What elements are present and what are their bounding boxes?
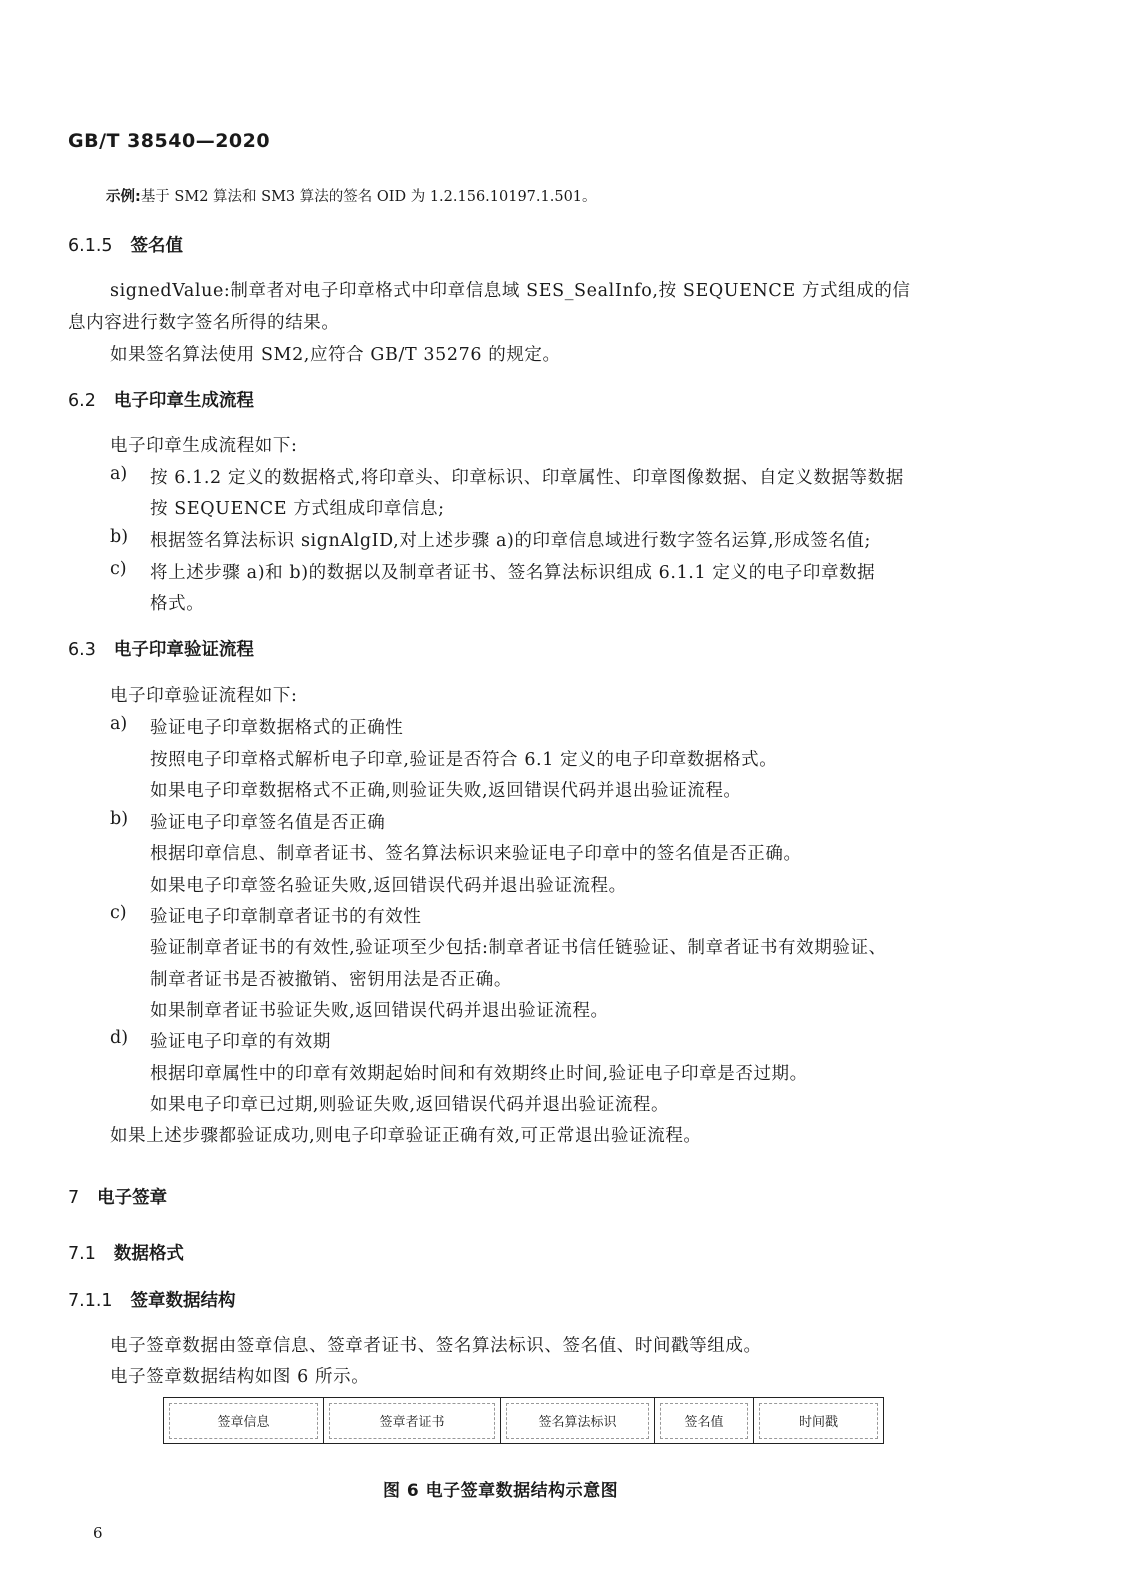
list-text: 按照电子印章格式解析电子印章,验证是否符合 6.1 定义的电子印章数据格式。 xyxy=(150,750,778,770)
heading-title: 电子印章生成流程 xyxy=(113,391,254,411)
paragraph: 息内容进行数字签名所得的结果。 xyxy=(68,313,340,333)
figure-cell xyxy=(655,1398,754,1443)
list-text: 根据签名算法标识 signAlgID,对上述步骤 a)的印章信息域进行数字签名运算,形成签名值; xyxy=(150,531,872,551)
paragraph: 电子签章数据结构如图 6 所示。 xyxy=(110,1367,370,1387)
list-text: 格式。 xyxy=(150,594,205,614)
list-text: 按 SEQUENCE 方式组成印章信息; xyxy=(150,499,445,519)
figure-cell-label: 签章信息 xyxy=(169,1403,318,1439)
list-label: c) xyxy=(110,559,127,579)
list-label: c) xyxy=(110,903,127,923)
example-text: 基于 SM2 算法和 SM3 算法的签名 OID 为 1.2.156.10197.1.501。 xyxy=(140,189,597,205)
figure-cell xyxy=(501,1398,655,1443)
figure-cell xyxy=(164,1398,324,1443)
heading-6-2 xyxy=(68,387,254,412)
list-text: 根据印章属性中的印章有效期起始时间和有效期终止时间,验证电子印章是否过期。 xyxy=(150,1064,808,1084)
paragraph: signedValue:制章者对电子印章格式中印章信息域 SES_SealInfo,按 SEQUENCE 方式组成的信 xyxy=(110,281,911,301)
figure-caption: 图 6 电子签章数据结构示意图 xyxy=(383,1481,619,1501)
list-text: 如果制章者证书验证失败,返回错误代码并退出验证流程。 xyxy=(150,1001,609,1021)
example-label: 示例: xyxy=(106,189,141,205)
figure-cell-label: 时间戳 xyxy=(759,1403,878,1439)
list-title: 验证电子印章的有效期 xyxy=(150,1032,331,1052)
heading-title: 签章数据结构 xyxy=(130,1291,236,1311)
list-title: 验证电子印章制章者证书的有效性 xyxy=(150,907,422,927)
list-text: 制章者证书是否被撤销、密钥用法是否正确。 xyxy=(150,970,512,990)
list-text: 验证制章者证书的有效性,验证项至少包括:制章者证书信任链验证、制章者证书有效期验证、 xyxy=(150,938,887,958)
figure-cell xyxy=(754,1398,883,1443)
list-text: 如果电子印章签名验证失败,返回错误代码并退出验证流程。 xyxy=(150,876,627,896)
heading-title: 数据格式 xyxy=(113,1244,184,1264)
paragraph: 电子印章验证流程如下: xyxy=(110,686,298,706)
figure-cell-label: 签名算法标识 xyxy=(506,1403,649,1439)
heading-6-3 xyxy=(68,636,254,661)
heading-number: 6.1.5 xyxy=(68,236,113,256)
signature-data-structure-figure xyxy=(163,1397,884,1444)
list-label: b) xyxy=(110,527,129,547)
list-title: 验证电子印章签名值是否正确 xyxy=(150,813,386,833)
paragraph: 如果签名算法使用 SM2,应符合 GB/T 35276 的规定。 xyxy=(110,345,561,365)
page-number: 6 xyxy=(93,1524,103,1542)
list-label: d) xyxy=(110,1028,129,1048)
paragraph: 电子签章数据由签章信息、签章者证书、签名算法标识、签名值、时间戳等组成。 xyxy=(110,1336,762,1356)
example-note xyxy=(106,185,597,206)
list-text: 如果电子印章已过期,则验证失败,返回错误代码并退出验证流程。 xyxy=(150,1095,670,1115)
heading-title: 电子签章 xyxy=(97,1188,168,1208)
heading-number: 7.1.1 xyxy=(68,1291,113,1311)
heading-number: 6.3 xyxy=(68,640,96,660)
list-text: 按 6.1.2 定义的数据格式,将印章头、印章标识、印章属性、印章图像数据、自定义数据等数据 xyxy=(150,468,904,488)
list-label: a) xyxy=(110,464,128,484)
heading-title: 签名值 xyxy=(130,236,184,256)
heading-7 xyxy=(68,1184,167,1209)
list-text: 将上述步骤 a)和 b)的数据以及制章者证书、签名算法标识组成 6.1.1 定义的电子印章数据 xyxy=(150,563,876,583)
list-text: 根据印章信息、制章者证书、签名算法标识来验证电子印章中的签名值是否正确。 xyxy=(150,844,802,864)
list-text: 如果电子印章数据格式不正确,则验证失败,返回错误代码并退出验证流程。 xyxy=(150,781,742,801)
figure-cell-label: 签章者证书 xyxy=(329,1403,495,1439)
heading-7-1 xyxy=(68,1240,184,1265)
list-label: b) xyxy=(110,809,129,829)
heading-6-1-5 xyxy=(68,232,183,257)
heading-number: 7.1 xyxy=(68,1244,96,1264)
figure-cell xyxy=(324,1398,501,1443)
paragraph: 如果上述步骤都验证成功,则电子印章验证正确有效,可正常退出验证流程。 xyxy=(110,1126,702,1146)
standard-number: GB/T 38540—2020 xyxy=(68,130,271,152)
list-title: 验证电子印章数据格式的正确性 xyxy=(150,718,404,738)
list-label: a) xyxy=(110,714,128,734)
heading-7-1-1 xyxy=(68,1287,236,1312)
paragraph: 电子印章生成流程如下: xyxy=(110,436,298,456)
heading-title: 电子印章验证流程 xyxy=(113,640,254,660)
figure-cell-label: 签名值 xyxy=(660,1403,748,1439)
heading-number: 6.2 xyxy=(68,391,96,411)
heading-number: 7 xyxy=(68,1188,80,1208)
